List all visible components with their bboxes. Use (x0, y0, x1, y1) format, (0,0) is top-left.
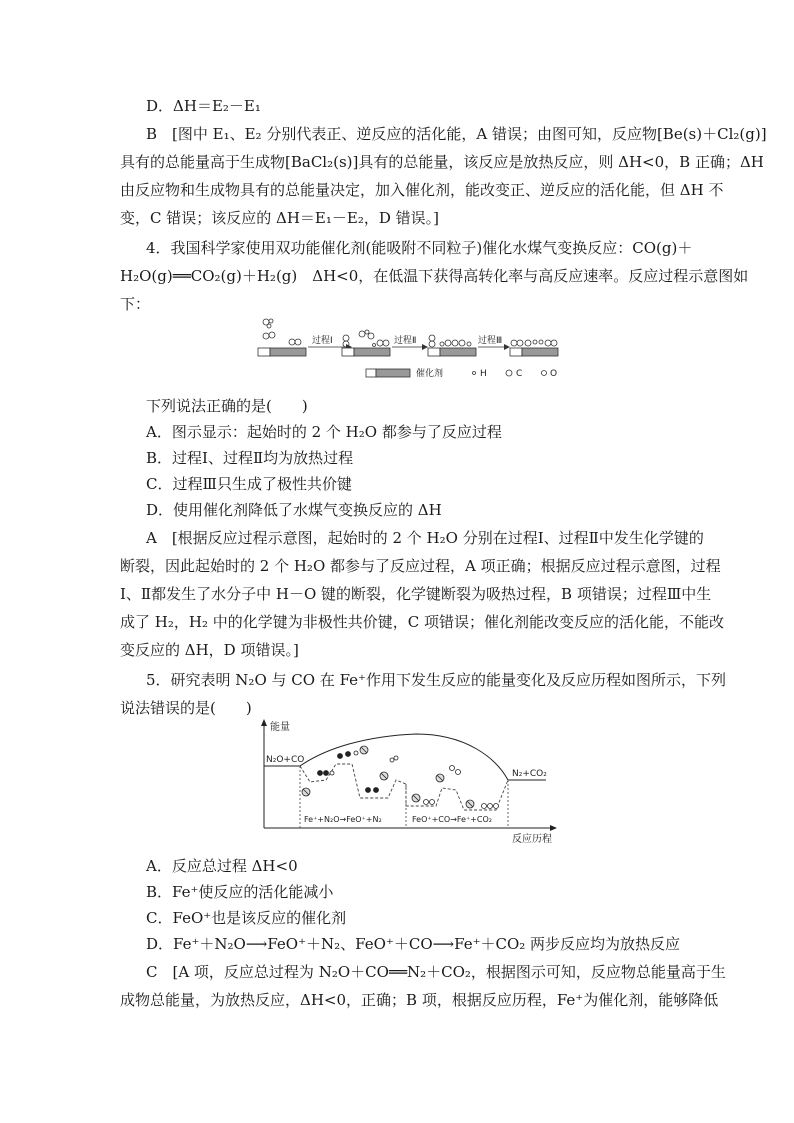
q5-answer-line-2: 成物总能量，为放热反应，ΔH<0，正确；B 项，根据反应历程，Fe⁺为催化剂，能够降低 (120, 991, 719, 1009)
q5-option-c: C．FeO⁺也是该反应的催化剂 (146, 909, 347, 927)
q5-answer-line-1: C [A 项，反应总过程为 N₂O＋CO══N₂＋CO₂，根据图示可知，反应物总能量高于生 (146, 963, 726, 981)
q4-option-a: A．图示显示：起始时的 2 个 H₂O 都参与了反应过程 (146, 423, 502, 441)
q3-answer-line-1: B [图中 E₁、E₂ 分别代表正、逆反应的活化能，A 错误；由图可知，反应物[Be(s)＋Cl₂(g)] (146, 125, 767, 143)
x-axis-label: 反应历程 (512, 834, 552, 845)
legend (366, 367, 557, 379)
q4-stem-line-1: 4．我国科学家使用双功能催化剂(能吸附不同粒子)催化水煤气变换反应：CO(g)＋ (146, 239, 693, 257)
process-3-label: 过程Ⅲ (478, 336, 503, 346)
legend-catalyst: 催化剂 (416, 369, 444, 379)
q5-stem-line-2: 说法错误的是( ) (120, 699, 252, 717)
stage-1 (258, 319, 306, 356)
reactants-label: N₂O+CO (266, 755, 305, 765)
q4-stem-line-3: 下： (120, 295, 151, 313)
q3-answer-line-4: 变，C 错误；该反应的 ΔH＝E₁－E₂，D 错误。] (120, 209, 440, 227)
stage-4 (510, 340, 558, 356)
q4-answer-line-1: A [根据反应过程示意图，起始时的 2 个 H₂O 分别在过程Ⅰ、过程Ⅱ中发生化学键的 (146, 529, 704, 547)
q5-energy-diagram (256, 718, 562, 850)
q3-option-d: D．ΔH＝E₂－E₁ (146, 97, 261, 115)
species-glyphs (302, 746, 499, 809)
stage-2 (342, 330, 390, 356)
q4-answer-line-3: Ⅰ、Ⅱ都发生了水分子中 H－O 键的断裂，化学键断裂为吸热过程，B 项错误；过程Ⅲ中生 (120, 585, 712, 603)
q3-answer-line-3: 由反应物和生成物具有的总能量决定，加入催化剂，能改变正、逆反应的活化能，但 ΔH 不 (120, 181, 724, 199)
y-axis-label: 能量 (270, 722, 290, 733)
q4-option-d: D．使用催化剂降低了水煤气变换反应的 ΔH (146, 501, 442, 519)
q5-stem-line-1: 5．研究表明 N₂O 与 CO 在 Fe⁺作用下发生反应的能量变化及反应历程如图所示，下列 (146, 671, 726, 689)
q4-stem-line-2: H₂O(g)══CO₂(g)＋H₂(g) ΔH<0，在低温下获得高转化率与高反应速率。反应过程示意图如 (120, 267, 749, 285)
stage-3 (428, 335, 476, 356)
products-label: N₂+CO₂ (512, 769, 547, 779)
legend-c: C (516, 369, 523, 379)
process-2-label: 过程Ⅱ (394, 336, 417, 346)
q4-answer-line-5: 变反应的 ΔH，D 项错误。] (120, 641, 299, 659)
q4-reaction-process-diagram (252, 312, 568, 384)
q4-option-c: C．过程Ⅲ只生成了极性共价键 (146, 475, 352, 493)
process-1-label: 过程Ⅰ (312, 336, 333, 346)
step-1-label: Fe⁺+N₂O→FeO⁺+N₂ (304, 815, 382, 824)
step-2-label: FeO⁺+CO→Fe⁺+CO₂ (412, 815, 492, 824)
q5-option-b: B．Fe⁺使反应的活化能减小 (146, 883, 334, 901)
q4-question: 下列说法正确的是( ) (146, 397, 308, 415)
q4-option-b: B．过程Ⅰ、过程Ⅱ均为放热过程 (146, 449, 354, 467)
legend-h: H (480, 369, 487, 379)
q5-option-d: D．Fe⁺＋N₂O⟶FeO⁺＋N₂、FeO⁺＋CO⟶Fe⁺＋CO₂ 两步反应均为放热反应 (146, 935, 681, 953)
q4-answer-line-2: 断裂，因此起始时的 2 个 H₂O 都参与了反应过程，A 项正确；根据反应过程示意图，过程 (120, 557, 721, 575)
q4-answer-line-4: 成了 H₂，H₂ 中的化学键为非极性共价键，C 项错误；催化剂能改变反应的活化能，不能改 (120, 613, 724, 631)
legend-o: O (550, 369, 558, 379)
q5-option-a: A．反应总过程 ΔH<0 (146, 857, 298, 875)
q3-answer-line-2: 具有的总能量高于生成物[BaCl₂(s)]具有的总能量，该反应是放热反应，则 ΔH<0，B 正确；ΔH (120, 153, 764, 171)
